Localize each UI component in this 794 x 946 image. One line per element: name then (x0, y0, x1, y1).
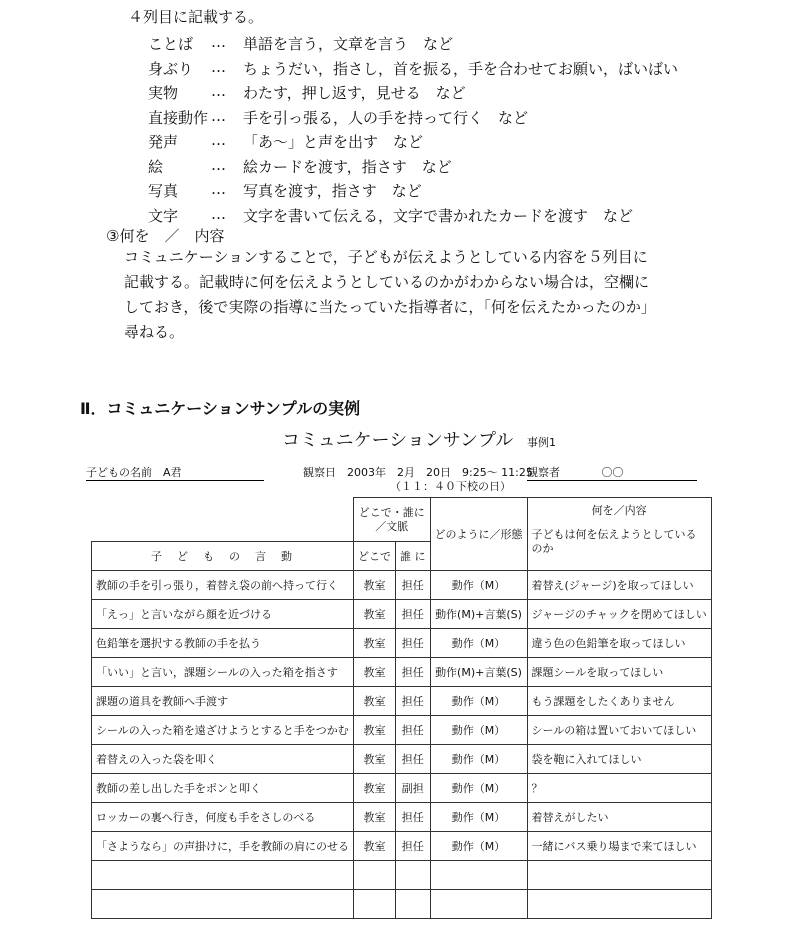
row-who: 担任 (396, 629, 431, 658)
row-how: 動作(M)+言葉(S) (430, 658, 527, 687)
row-who: 担任 (396, 745, 431, 774)
row-words: ロッカーの裏へ行き，何度も手をさしのべる (92, 803, 354, 832)
row-who: 担任 (396, 832, 431, 861)
row-words: 「さようなら」の声掛けに，手を教師の肩にのせる (92, 832, 354, 861)
observer (527, 464, 697, 481)
row-what: ジャージのチャックを閉めてほしい (527, 600, 711, 629)
row-what: 違う色の色鉛筆を取ってほしい (527, 629, 711, 658)
row-what: もう課題をしたくありません (527, 687, 711, 716)
row-words: 「えっ」と言いながら顔を近づける (92, 600, 354, 629)
header-how: どのように／形態 (430, 498, 527, 571)
row-what: シールの箱は置いておいてほしい (527, 716, 711, 745)
row-where (354, 861, 396, 890)
category-name: 実物 (148, 84, 179, 102)
sample-title-text: コミュニケーションサンプル (282, 430, 514, 451)
category-separator: … (211, 180, 226, 198)
category-separator: … (211, 106, 226, 125)
row-how: 動作(M)+言葉(S) (430, 600, 527, 629)
row-where: 教室 (354, 716, 396, 745)
row-who: 担任 (396, 571, 431, 600)
row-where (354, 890, 396, 919)
child-name-label: 子どもの名前 A君 (86, 464, 264, 481)
row-how: 動作（M） (430, 774, 527, 803)
table-row (92, 629, 712, 658)
table-row (92, 716, 712, 745)
sample-case: 事例1 (527, 436, 557, 449)
row-what: 課題シールを取ってほしい (527, 658, 711, 687)
row-words (92, 861, 354, 890)
row-how (430, 861, 527, 890)
row-who: 担任 (396, 716, 431, 745)
row-who: 担任 (396, 803, 431, 832)
row-words: 教師の差し出した手をポンと叩く (92, 774, 354, 803)
observation-date-sub: （１１：４０下校の日） (390, 480, 511, 493)
table-row (92, 861, 712, 890)
row-where: 教室 (354, 571, 396, 600)
category-description: 「あ～」と声を出す など (243, 133, 424, 151)
table-row (92, 890, 712, 919)
table-row (92, 571, 712, 600)
category-separator: … (211, 204, 226, 223)
row-what (527, 890, 711, 919)
category-description: 絵カードを渡す，指さす など (243, 157, 452, 176)
observer-value: 〇〇 (601, 466, 624, 479)
table-row (92, 774, 712, 803)
observation-date: 観察日 2003年 2月 20日 9:25～ 11:25 (303, 466, 533, 479)
table-row (92, 745, 712, 774)
item3-line-2: 記載する。記載時に何を伝えようとしているのかがわからない場合は，空欄に (124, 273, 650, 291)
row-what: 一緒にバス乗り場まで来てほしい (527, 832, 711, 861)
category-name: 発声 (148, 133, 179, 151)
category-description: 単語を言う，文章を言う など (243, 35, 454, 53)
observer-label: 観察者 (527, 466, 560, 479)
row-words: 教師の手を引っ張り，着替え袋の前へ持って行く (92, 571, 354, 600)
row-how: 動作（M） (430, 716, 527, 745)
item3-line-1: コミュニケーションすることで，子どもが伝えようとしている内容を５列目に (124, 248, 648, 266)
category-name: 直接動作 (148, 108, 209, 127)
category-description: ちょうだい，指さし，首を振る，手を合わせてお願い，ばいばい (243, 59, 679, 78)
row-words: 色鉛筆を選択する教師の手を払う (92, 629, 354, 658)
row-where: 教室 (354, 687, 396, 716)
category-description: わたす，押し返す，見せる など (243, 84, 466, 102)
row-words: 「いい」と言い，課題シールの入った箱を指さす (92, 658, 354, 687)
category-description: 写真を渡す，指さす など (243, 182, 422, 200)
item3-line-4: 尋ねる。 (124, 323, 185, 341)
row-what: 着替え(ジャージ)を取ってほしい (527, 571, 711, 600)
category-description: 文字を書いて伝える，文字で書かれたカードを渡す など (243, 206, 634, 225)
category-separator: … (211, 33, 226, 51)
table-row (92, 803, 712, 832)
row-who: 担任 (396, 600, 431, 629)
category-name: 文字 (148, 206, 179, 225)
row-how: 動作（M） (430, 745, 527, 774)
category-name: 写真 (148, 182, 179, 200)
category-separator: … (211, 82, 226, 100)
header-what (527, 498, 711, 571)
header-who: 誰 に (396, 542, 431, 571)
category-description: 手を引っ張る，人の手を持って行く など (243, 108, 529, 127)
row-how: 動作（M） (430, 687, 527, 716)
row-what (527, 861, 711, 890)
row-who: 副担 (396, 774, 431, 803)
table-row (92, 687, 712, 716)
row-who (396, 890, 431, 919)
row-how: 動作（M） (430, 629, 527, 658)
row-who: 担任 (396, 687, 431, 716)
row-words: 課題の道具を教師へ手渡す (92, 687, 354, 716)
sample-title (282, 426, 556, 452)
row-where: 教室 (354, 658, 396, 687)
row-where: 教室 (354, 745, 396, 774)
header-words: 子 ど も の 言 動 (92, 542, 354, 571)
table-row (92, 600, 712, 629)
intro-text: ４列目に記載する。 (128, 8, 264, 26)
row-how: 動作（M） (430, 832, 527, 861)
communication-sample-table (91, 497, 712, 919)
category-name: ことば (148, 35, 194, 53)
row-who (396, 861, 431, 890)
header-where-who: どこで・誰に ／文脈 (354, 498, 431, 542)
child-name (86, 464, 264, 481)
row-where: 教室 (354, 629, 396, 658)
item3-line-3: しておき，後で実際の指導に当たっていた指導者に，「何を伝えたかったのか」 (124, 298, 656, 316)
table-row (92, 832, 712, 861)
row-how: 動作（M） (430, 571, 527, 600)
row-what: 袋を鞄に入れてほしい (527, 745, 711, 774)
item3-heading: ③何を ／ 内容 (106, 227, 225, 245)
row-words (92, 890, 354, 919)
row-where: 教室 (354, 832, 396, 861)
category-separator: … (211, 155, 226, 174)
row-how (430, 890, 527, 919)
header-what-title: 何を／内容 (591, 504, 647, 517)
row-where: 教室 (354, 600, 396, 629)
section-heading: Ⅱ．コミュニケーションサンプルの実例 (80, 399, 361, 418)
header-where: どこで (354, 542, 396, 571)
row-what: 着替えがしたい (527, 803, 711, 832)
category-separator: … (211, 131, 226, 149)
category-name: 絵 (148, 157, 164, 176)
row-what: ？ (527, 774, 711, 803)
row-how: 動作（M） (430, 803, 527, 832)
table-row (92, 658, 712, 687)
row-words: シールの入った箱を遠ざけようとすると手をつかむ (92, 716, 354, 745)
category-separator: … (211, 57, 226, 76)
header-what-sub: 子どもは何を伝えようとしているのか (531, 528, 697, 555)
row-where: 教室 (354, 803, 396, 832)
row-who: 担任 (396, 658, 431, 687)
row-words: 着替えの入った袋を叩く (92, 745, 354, 774)
row-where: 教室 (354, 774, 396, 803)
category-name: 身ぶり (148, 59, 194, 78)
